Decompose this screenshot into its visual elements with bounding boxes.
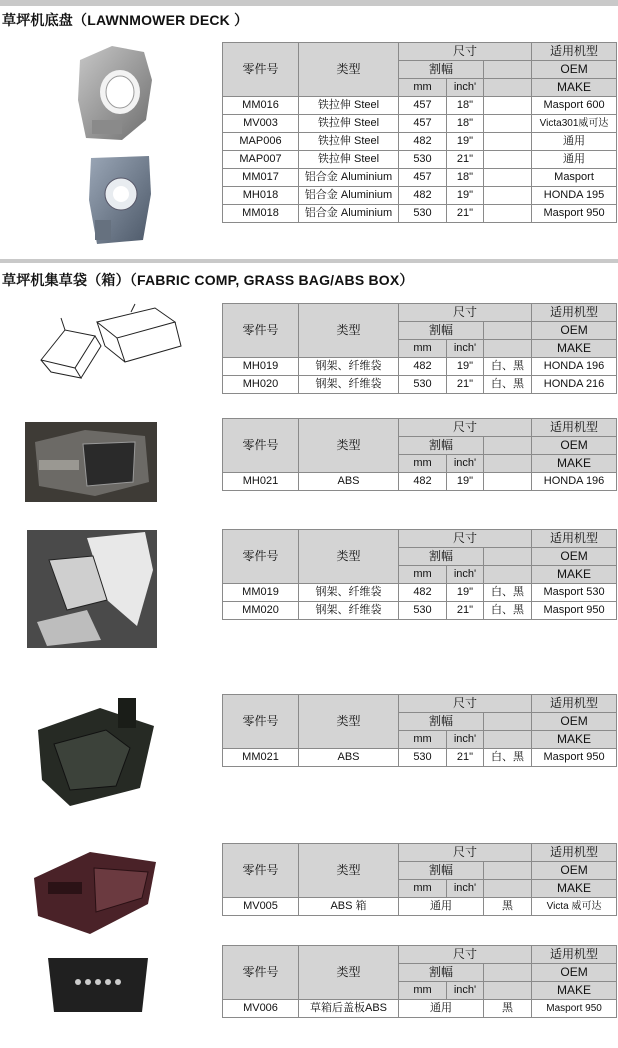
header-size: 尺寸 (399, 844, 532, 862)
header-fit: 适用机型 (532, 43, 617, 61)
spec-table-bag-masport (222, 529, 617, 620)
section-title-bag: 草坪机集草袋（箱）（FABRIC COMP, GRASS BAG/ABS BOX） (2, 272, 414, 288)
header-size: 尺寸 (399, 530, 532, 548)
header-fit: 适用机型 (532, 844, 617, 862)
header-fit: 适用机型 (532, 530, 617, 548)
size-mm: 530 (399, 376, 447, 394)
part-color: 黑 (484, 898, 532, 916)
table-row (223, 602, 617, 620)
header-oem: OEM (532, 548, 617, 566)
part-type: 钢架、纤维袋 (299, 376, 399, 394)
abs-grass-box-photo (25, 422, 157, 502)
header-fit: 适用机型 (532, 304, 617, 322)
part-type: 铁拉伸 Steel (299, 151, 399, 169)
size-inch: 19" (447, 584, 484, 602)
size-mm: 530 (399, 749, 447, 767)
part-color: 黑 (484, 1000, 532, 1018)
spec-table-bag-honda (222, 303, 617, 394)
section-title-deck: 草坪机底盘（LAWNMOWER DECK ） (2, 12, 249, 28)
part-no: MV005 (223, 898, 299, 916)
make: HONDA 196 (532, 473, 617, 491)
header-inch: inch' (447, 455, 484, 473)
header-inch: inch' (447, 880, 484, 898)
header-part-no: 零件号 (223, 530, 299, 584)
table-row (223, 187, 617, 205)
header-part-no: 零件号 (223, 844, 299, 898)
part-color: 白、黑 (484, 376, 532, 394)
header-cut: 割幅 (399, 713, 484, 731)
header-type: 类型 (299, 844, 399, 898)
make: Masport 950 (532, 205, 617, 223)
table-row (223, 749, 617, 767)
part-no: MH021 (223, 473, 299, 491)
size-inch: 19" (447, 358, 484, 376)
part-no: MH020 (223, 376, 299, 394)
table-row (223, 115, 617, 133)
grass-bag-white-photo (27, 530, 157, 648)
header-type: 类型 (299, 419, 399, 473)
header-size: 尺寸 (399, 304, 532, 322)
part-type: 铝合金 Aluminium (299, 169, 399, 187)
lawnmower-deck-gray-photo (72, 40, 158, 145)
part-no: MAP006 (223, 133, 299, 151)
part-no: MM020 (223, 602, 299, 620)
abs-grass-box-black-photo (30, 690, 158, 810)
part-type: ABS (299, 473, 399, 491)
size-inch: 19" (447, 473, 484, 491)
part-type: 钢架、纤维袋 (299, 358, 399, 376)
header-mm: mm (399, 982, 447, 1000)
part-color (484, 97, 532, 115)
header-inch: inch' (447, 982, 484, 1000)
size-mm: 530 (399, 151, 447, 169)
header-fit: 适用机型 (532, 419, 617, 437)
header-oem: OEM (532, 322, 617, 340)
part-color (484, 473, 532, 491)
header-oem: OEM (532, 964, 617, 982)
header-make: MAKE (532, 731, 617, 749)
part-color: 白、黑 (484, 584, 532, 602)
header-part-no: 零件号 (223, 304, 299, 358)
top-divider (0, 0, 618, 6)
part-no: MV003 (223, 115, 299, 133)
spec-table-deck (222, 42, 617, 223)
size-mm: 482 (399, 473, 447, 491)
part-type: 铁拉伸 Steel (299, 115, 399, 133)
section-divider (0, 259, 618, 263)
table-row (223, 97, 617, 115)
table-row (223, 205, 617, 223)
size-inch: 19" (447, 133, 484, 151)
header-inch: inch' (447, 731, 484, 749)
part-type: 铁拉伸 Steel (299, 133, 399, 151)
size-mm: 457 (399, 169, 447, 187)
header-size: 尺寸 (399, 419, 532, 437)
part-no: MAP007 (223, 151, 299, 169)
header-type: 类型 (299, 946, 399, 1000)
part-color: 白、黑 (484, 602, 532, 620)
part-color (484, 169, 532, 187)
part-no: MH018 (223, 187, 299, 205)
header-oem: OEM (532, 437, 617, 455)
cut-width: 通用 (399, 1000, 484, 1018)
part-color: 白、黑 (484, 749, 532, 767)
make: Masport 530 (532, 584, 617, 602)
size-mm: 530 (399, 602, 447, 620)
header-oem: OEM (532, 713, 617, 731)
header-inch: inch' (447, 79, 484, 97)
make: 通用 (532, 133, 617, 151)
cut-width: 通用 (399, 898, 484, 916)
size-mm: 482 (399, 358, 447, 376)
size-mm: 482 (399, 133, 447, 151)
spec-table-abs-masport (222, 694, 617, 767)
make: Masport 950 (532, 1000, 617, 1018)
table-row (223, 1000, 617, 1018)
make: Victa 威可达 (532, 898, 617, 916)
spec-table-rear-cover (222, 945, 617, 1018)
header-type: 类型 (299, 695, 399, 749)
header-type: 类型 (299, 530, 399, 584)
header-mm: mm (399, 731, 447, 749)
header-cut: 割幅 (399, 548, 484, 566)
header-part-no: 零件号 (223, 695, 299, 749)
make: Masport 950 (532, 602, 617, 620)
size-mm: 482 (399, 584, 447, 602)
make: Masport 950 (532, 749, 617, 767)
size-mm: 457 (399, 115, 447, 133)
header-make: MAKE (532, 880, 617, 898)
table-row (223, 584, 617, 602)
header-fit: 适用机型 (532, 695, 617, 713)
grass-bag-frame-drawing (35, 300, 185, 392)
make: Masport 600 (532, 97, 617, 115)
header-make: MAKE (532, 79, 617, 97)
table-row (223, 473, 617, 491)
part-color (484, 205, 532, 223)
header-make: MAKE (532, 982, 617, 1000)
size-inch: 21" (447, 602, 484, 620)
size-inch: 18" (447, 169, 484, 187)
header-cut: 割幅 (399, 964, 484, 982)
table-row (223, 151, 617, 169)
spec-table-abs-honda (222, 418, 617, 491)
header-fit: 适用机型 (532, 946, 617, 964)
size-inch: 21" (447, 205, 484, 223)
part-type: 铝合金 Aluminium (299, 187, 399, 205)
header-inch: inch' (447, 340, 484, 358)
make: Victa301威可达 (532, 115, 617, 133)
header-inch: inch' (447, 566, 484, 584)
part-color (484, 151, 532, 169)
header-size: 尺寸 (399, 43, 532, 61)
part-no: MM018 (223, 205, 299, 223)
make: HONDA 216 (532, 376, 617, 394)
table-row (223, 169, 617, 187)
part-no: MM019 (223, 584, 299, 602)
size-inch: 19" (447, 187, 484, 205)
header-size: 尺寸 (399, 946, 532, 964)
part-type: 铝合金 Aluminium (299, 205, 399, 223)
table-row (223, 376, 617, 394)
header-make: MAKE (532, 455, 617, 473)
header-type: 类型 (299, 304, 399, 358)
part-type: 钢架、纤维袋 (299, 602, 399, 620)
size-mm: 457 (399, 97, 447, 115)
header-part-no: 零件号 (223, 419, 299, 473)
size-inch: 21" (447, 151, 484, 169)
header-mm: mm (399, 79, 447, 97)
size-mm: 530 (399, 205, 447, 223)
rear-cover-plate-photo (42, 952, 154, 1018)
part-color: 白、黑 (484, 358, 532, 376)
size-inch: 18" (447, 115, 484, 133)
header-mm: mm (399, 340, 447, 358)
header-cut: 割幅 (399, 322, 484, 340)
part-no: MM016 (223, 97, 299, 115)
make: HONDA 196 (532, 358, 617, 376)
part-no: MV006 (223, 1000, 299, 1018)
part-no: MM017 (223, 169, 299, 187)
header-part-no: 零件号 (223, 946, 299, 1000)
lawnmower-deck-blue-photo (85, 150, 155, 250)
make: 通用 (532, 151, 617, 169)
part-type: 钢架、纤维袋 (299, 584, 399, 602)
part-no: MH019 (223, 358, 299, 376)
size-inch: 21" (447, 749, 484, 767)
table-row (223, 133, 617, 151)
header-cut: 割幅 (399, 437, 484, 455)
size-mm: 482 (399, 187, 447, 205)
header-type: 类型 (299, 43, 399, 97)
size-inch: 21" (447, 376, 484, 394)
part-color (484, 187, 532, 205)
part-type: 草箱后盖板ABS (299, 1000, 399, 1018)
header-make: MAKE (532, 566, 617, 584)
header-oem: OEM (532, 862, 617, 880)
table-row (223, 358, 617, 376)
size-inch: 18" (447, 97, 484, 115)
header-part-no: 零件号 (223, 43, 299, 97)
part-color (484, 133, 532, 151)
table-row (223, 898, 617, 916)
header-mm: mm (399, 566, 447, 584)
spec-table-abs-box-victa (222, 843, 617, 916)
header-make: MAKE (532, 340, 617, 358)
header-oem: OEM (532, 61, 617, 79)
make: Masport (532, 169, 617, 187)
part-type: 铁拉伸 Steel (299, 97, 399, 115)
make: HONDA 195 (532, 187, 617, 205)
header-cut: 割幅 (399, 862, 484, 880)
abs-box-maroon-photo (30, 842, 160, 938)
header-cut: 割幅 (399, 61, 484, 79)
header-mm: mm (399, 455, 447, 473)
part-color (484, 115, 532, 133)
part-type: ABS (299, 749, 399, 767)
header-mm: mm (399, 880, 447, 898)
part-type: ABS 箱 (299, 898, 399, 916)
part-no: MM021 (223, 749, 299, 767)
header-size: 尺寸 (399, 695, 532, 713)
